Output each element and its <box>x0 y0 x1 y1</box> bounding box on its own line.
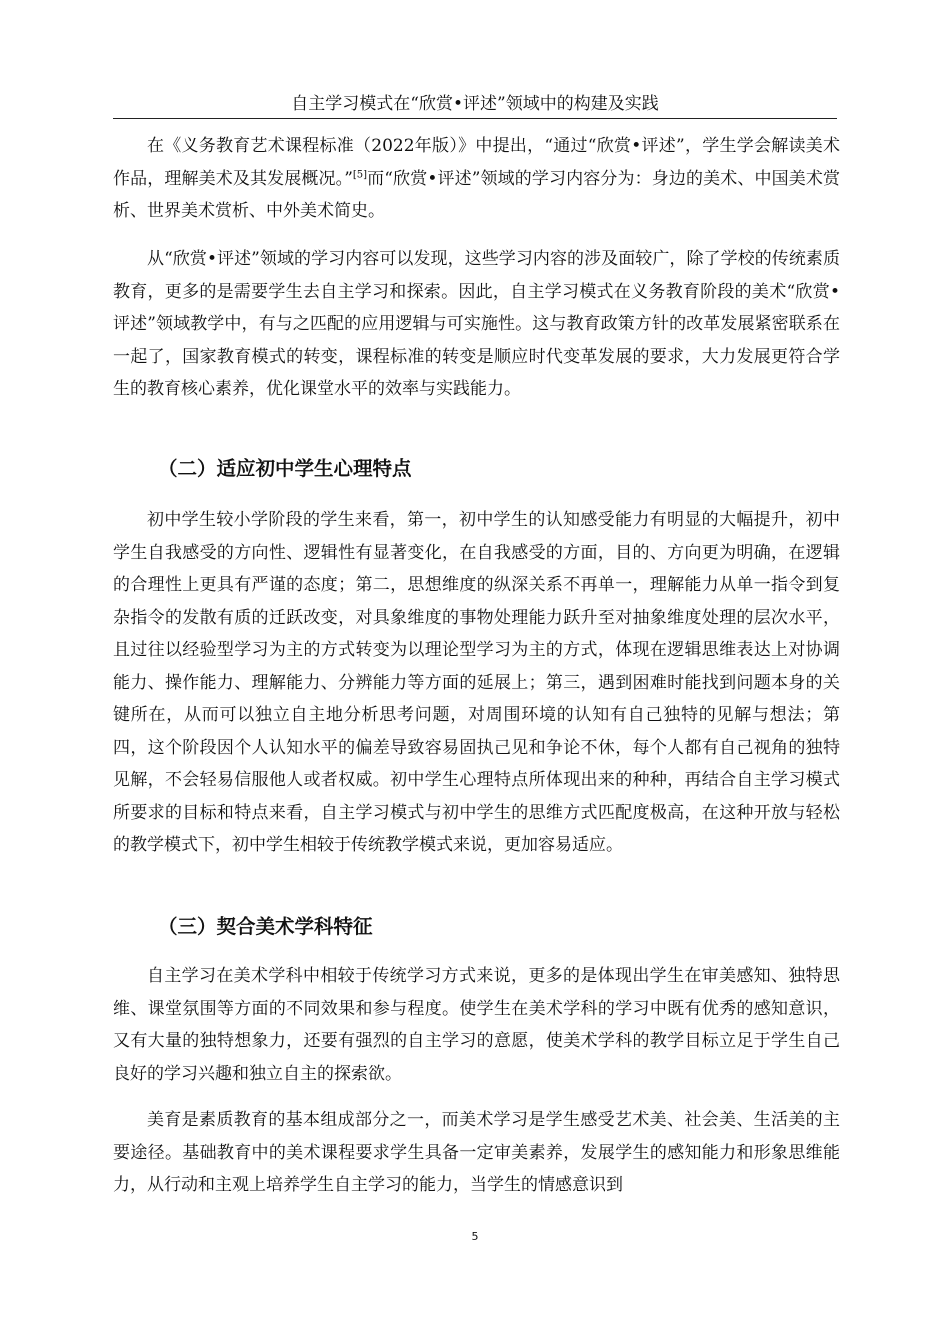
section-heading-art-discipline: （三）契合美术学科特征 <box>158 915 373 938</box>
paragraph-psychology <box>113 504 840 862</box>
paragraph-text: 美育是素质教育的基本组成部分之一，而美术学习是学生感受艺术美、社会美、生活美的主要途径。基础教育中的美术课程要求学生具备一定审美素养，发展学生的感知能力和形象思维能力，从行动和主观上培养学生自主学习的能力，当学生的情感意识到 <box>113 1110 840 1195</box>
paragraph-text: 而“欣赏•评述”领域的学习内容分为：身边的美术、中国美术赏析、世界美术赏析、中外美术简史。 <box>113 168 840 221</box>
paragraph-aesthetic-education <box>113 1104 840 1202</box>
page-number: 5 <box>471 1230 479 1243</box>
paragraph-art-discipline <box>113 960 840 1090</box>
section-heading-psychology: （二）适应初中学生心理特点 <box>158 457 412 480</box>
running-header: 自主学习模式在“欣赏•评述”领域中的构建及实践 <box>113 92 837 119</box>
paragraph-learning-content <box>113 243 840 406</box>
paragraph-text: 在《义务教育艺术课程标准（2022年版）》中提出，“通过“欣赏•评述”，学生学会解读美术作品，理解美术及其发展概况。” <box>113 136 840 189</box>
paragraph-text: 初中学生较小学阶段的学生来看，第一，初中学生的认知感受能力有明显的大幅提升，初中学生自我感受的方向性、逻辑性有显著变化，在自我感受的方面，目的、方向更为明确，在逻辑的合理性上更具有严谨的态度；第二，思想维度的纵深关系不再单一，理解能力从单一指令到复杂指令的发散有质的迁跃改变，对具象维度的事物处理能力跃升至对抽象维度处理的层次水平，且过往以经验型学习为主的方式转变为以理论型学习为主的方式，体现在逻辑思维表达上对协调能力、操作能力、理解能力、分辨能力等方面的延展上；第三，遇到困难时能找到问题本身的关键所在，从而可以独立自主地分析思考问题，对周围环境的认知有自己独特的见解与想法；第四，这个阶段因个人认知水平的偏差导致容易固执己见和争论不休，每个人都有自己视角的独特见解，不会轻易信服他人或者权威。初中学生心理特点所体现出来的种种，再结合自主学习模式所要求的目标和特点来看，自主学习模式与初中学生的思维方式匹配度极高，在这种开放与轻松的教学模式下，初中学生相较于传统教学模式来说，更加容易适应。 <box>113 510 840 855</box>
citation-marker[interactable]: [5] <box>352 168 368 180</box>
paragraph-curriculum-standard <box>113 130 840 228</box>
paragraph-text: 从“欣赏•评述”领域的学习内容可以发现，这些学习内容的涉及面较广，除了学校的传统素质教育，更多的是需要学生去自主学习和探索。因此，自主学习模式在义务教育阶段的美术“欣赏•评述”领域教学中，有与之匹配的应用逻辑与可实施性。这与教育政策方针的改革发展紧密联系在一起了，国家教育模式的转变，课程标准的转变是顺应时代变革发展的要求，大力发展更符合学生的教育核心素养，优化课堂水平的效率与实践能力。 <box>113 249 840 399</box>
paragraph-text: 自主学习在美术学科中相较于传统学习方式来说，更多的是体现出学生在审美感知、独特思维、课堂氛围等方面的不同效果和参与程度。使学生在美术学科的学习中既有优秀的感知意识，又有大量的独特想象力，还要有强烈的自主学习的意愿，使美术学科的教学目标立足于学生自己良好的学习兴趣和独立自主的探索欲。 <box>113 966 840 1084</box>
